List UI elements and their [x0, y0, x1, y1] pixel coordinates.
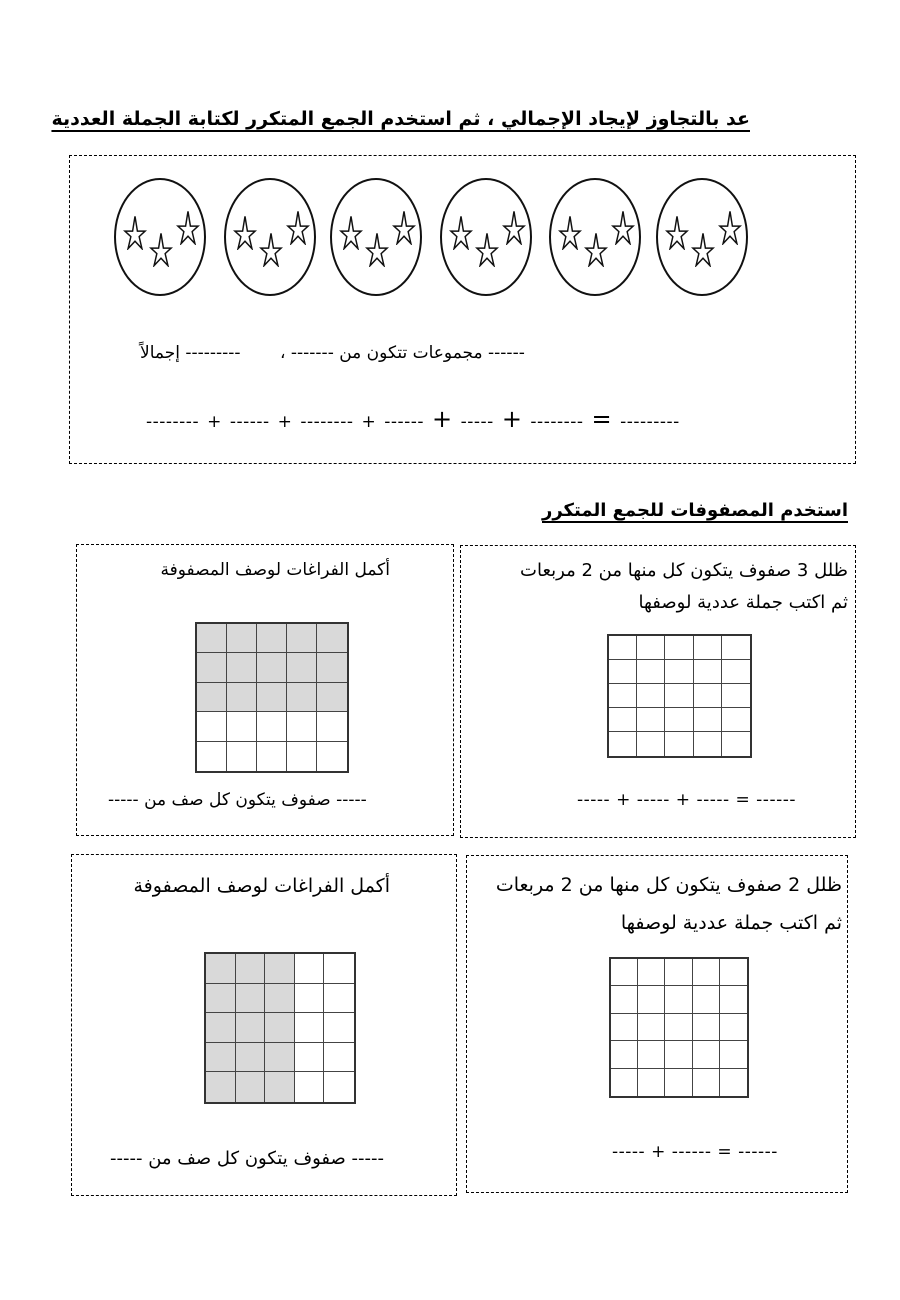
grid-cell: [257, 653, 287, 682]
operator-symbol: +: [432, 405, 453, 433]
panel-equation-2: ----- + ------ = ------: [612, 1142, 778, 1162]
grid-cell[interactable]: [638, 1014, 665, 1041]
star-outline-icon: [449, 214, 473, 250]
blank-line: ---------: [620, 412, 680, 432]
grid-cell: [317, 683, 347, 712]
grid-cell: [295, 954, 325, 984]
grid-cell[interactable]: [665, 732, 693, 756]
grid-cell[interactable]: [611, 986, 638, 1013]
grid-cell[interactable]: [694, 708, 722, 732]
array-grid-empty-1[interactable]: [607, 634, 752, 758]
grid-cell: [287, 653, 317, 682]
grid-cell[interactable]: [722, 636, 750, 660]
grid-cell: [236, 984, 266, 1014]
grid-cell: [236, 954, 266, 984]
grid-cell: [236, 1043, 266, 1073]
star-outline-icon: [233, 214, 257, 250]
grid-cell[interactable]: [665, 1014, 692, 1041]
grid-cell: [206, 1013, 236, 1043]
star-outline-icon: [149, 231, 173, 267]
grid-cell: [295, 1072, 325, 1102]
grid-cell[interactable]: [722, 660, 750, 684]
star-outline-icon: [718, 209, 742, 245]
star-outline-icon: [502, 209, 526, 245]
grid-cell: [197, 624, 227, 653]
grid-cell: [236, 1072, 266, 1102]
star-outline-icon: [365, 231, 389, 267]
grid-cell[interactable]: [638, 959, 665, 986]
array-grid-shaded-rows: [195, 622, 349, 773]
grid-cell: [206, 954, 236, 984]
grid-cell[interactable]: [611, 959, 638, 986]
grid-cell[interactable]: [694, 636, 722, 660]
grid-cell: [265, 1043, 295, 1073]
grid-cell: [265, 1072, 295, 1102]
star-outline-icon: [259, 231, 283, 267]
grid-cell[interactable]: [609, 708, 637, 732]
grid-cell[interactable]: [611, 1041, 638, 1068]
grid-cell[interactable]: [609, 684, 637, 708]
grid-cell: [227, 653, 257, 682]
grid-cell[interactable]: [722, 732, 750, 756]
operator-symbol: +: [361, 412, 377, 432]
grid-cell: [287, 712, 317, 741]
blank-line: --------: [146, 412, 200, 432]
grid-cell: [324, 1013, 354, 1043]
grid-cell: [227, 712, 257, 741]
star-group-oval: [656, 178, 748, 296]
grid-cell: [265, 1013, 295, 1043]
star-group-oval: [549, 178, 641, 296]
grid-cell[interactable]: [665, 636, 693, 660]
star-outline-icon: [475, 231, 499, 267]
grid-cell[interactable]: [665, 660, 693, 684]
star-outline-icon: [691, 231, 715, 267]
blank-line: --------: [530, 412, 584, 432]
panel-instruction-1: ظلل 3 صفوف يتكون كل منها من 2 مربعات: [520, 560, 848, 581]
grid-cell: [287, 683, 317, 712]
grid-cell: [317, 653, 347, 682]
blank-line: ------: [384, 412, 425, 432]
grid-cell: [197, 653, 227, 682]
grid-cell[interactable]: [665, 1069, 692, 1096]
grid-cell[interactable]: [611, 1069, 638, 1096]
grid-cell[interactable]: [693, 1014, 720, 1041]
star-group-oval: [114, 178, 206, 296]
grid-cell[interactable]: [694, 684, 722, 708]
panel-instruction-2: ثم اكتب جملة عددية لوصفها: [638, 592, 848, 613]
star-outline-icon: [286, 209, 310, 245]
grid-cell[interactable]: [609, 636, 637, 660]
grid-cell: [257, 712, 287, 741]
grid-cell[interactable]: [693, 959, 720, 986]
grid-cell: [295, 1013, 325, 1043]
grid-cell[interactable]: [722, 708, 750, 732]
grid-cell[interactable]: [611, 1014, 638, 1041]
star-outline-icon: [665, 214, 689, 250]
grid-cell[interactable]: [637, 732, 665, 756]
grid-cell[interactable]: [637, 708, 665, 732]
operator-symbol: +: [277, 412, 293, 432]
grid-cell[interactable]: [693, 1041, 720, 1068]
grid-cell: [295, 984, 325, 1014]
star-outline-icon: [392, 209, 416, 245]
panel-equation-1: ----- + ----- + ----- = ------: [577, 790, 796, 810]
grid-cell[interactable]: [637, 684, 665, 708]
grid-cell[interactable]: [693, 1069, 720, 1096]
grid-cell: [324, 1072, 354, 1102]
grid-cell[interactable]: [609, 732, 637, 756]
grid-cell: [324, 1043, 354, 1073]
star-outline-icon: [176, 209, 200, 245]
blank-line: --------: [300, 412, 354, 432]
grid-cell: [324, 984, 354, 1014]
operator-symbol: +: [501, 405, 523, 433]
section1-title: عد بالتجاوز لإيجاد الإجمالي ، ثم استخدم الجمع المتكرر لكتابة الجملة العددية: [51, 108, 750, 130]
panel-instruction-4: ظلل 2 صفوف يتكون كل منها من 2 مربعات: [495, 874, 842, 896]
grid-cell[interactable]: [720, 986, 747, 1013]
array-grid-empty-2[interactable]: [609, 957, 749, 1098]
star-outline-icon: [558, 214, 582, 250]
panel-instruction-3: أكمل الفراغات لوصف المصفوفة: [160, 560, 390, 580]
grid-cell: [197, 712, 227, 741]
grid-cell[interactable]: [665, 684, 693, 708]
grid-cell[interactable]: [638, 1069, 665, 1096]
panel-sentence-2: ----- صفوف يتكون كل صف من -----: [110, 1148, 384, 1169]
grid-cell[interactable]: [665, 1041, 692, 1068]
grid-cell[interactable]: [694, 732, 722, 756]
panel-instruction-5: ثم اكتب جملة عددية لوصفها: [620, 912, 842, 934]
grid-cell[interactable]: [637, 660, 665, 684]
grid-cell: [206, 984, 236, 1014]
grid-cell[interactable]: [638, 986, 665, 1013]
grid-cell: [287, 742, 317, 771]
grid-cell[interactable]: [665, 986, 692, 1013]
array-grid-shaded-cols: [204, 952, 356, 1104]
grid-cell: [206, 1043, 236, 1073]
grid-cell: [257, 624, 287, 653]
grid-cell: [227, 624, 257, 653]
section2-title: استخدم المصفوفات للجمع المتكرر: [542, 500, 848, 521]
star-outline-icon: [611, 209, 635, 245]
grid-cell[interactable]: [722, 684, 750, 708]
grid-cell: [257, 683, 287, 712]
grid-cell: [206, 1072, 236, 1102]
grid-cell: [265, 954, 295, 984]
star-outline-icon: [584, 231, 608, 267]
grid-cell[interactable]: [637, 636, 665, 660]
grid-cell: [227, 742, 257, 771]
panel-instruction-6: أكمل الفراغات لوصف المصفوفة: [133, 875, 390, 897]
blank-line: ------: [229, 412, 270, 432]
groups-text: ------ مجموعات تتكون من ------- ،: [280, 343, 525, 363]
grid-cell: [295, 1043, 325, 1073]
star-outline-icon: [339, 214, 363, 250]
grid-cell: [324, 954, 354, 984]
grid-cell[interactable]: [665, 959, 692, 986]
grid-cell[interactable]: [609, 660, 637, 684]
grid-cell: [227, 683, 257, 712]
grid-cell[interactable]: [720, 959, 747, 986]
grid-cell[interactable]: [694, 660, 722, 684]
operator-symbol: =: [591, 405, 613, 433]
operator-symbol: +: [207, 412, 222, 432]
grid-cell: [317, 742, 347, 771]
grid-cell: [236, 1013, 266, 1043]
grid-cell: [265, 984, 295, 1014]
grid-cell[interactable]: [720, 1069, 747, 1096]
grid-cell: [287, 624, 317, 653]
grid-cell[interactable]: [638, 1041, 665, 1068]
grid-cell: [257, 742, 287, 771]
grid-cell: [197, 683, 227, 712]
repeated-addition-equation: [142, 405, 684, 433]
star-group-oval: [440, 178, 532, 296]
grid-cell[interactable]: [665, 708, 693, 732]
grid-cell[interactable]: [720, 1041, 747, 1068]
blank-line: -----: [460, 412, 494, 432]
star-outline-icon: [123, 214, 147, 250]
total-blank-text: --------- إجمالاً: [140, 343, 241, 363]
star-group-oval: [330, 178, 422, 296]
grid-cell: [317, 624, 347, 653]
grid-cell[interactable]: [693, 986, 720, 1013]
grid-cell: [317, 712, 347, 741]
star-group-oval: [224, 178, 316, 296]
panel-sentence-1: ----- صفوف يتكون كل صف من -----: [108, 790, 367, 810]
grid-cell[interactable]: [720, 1014, 747, 1041]
grid-cell: [197, 742, 227, 771]
